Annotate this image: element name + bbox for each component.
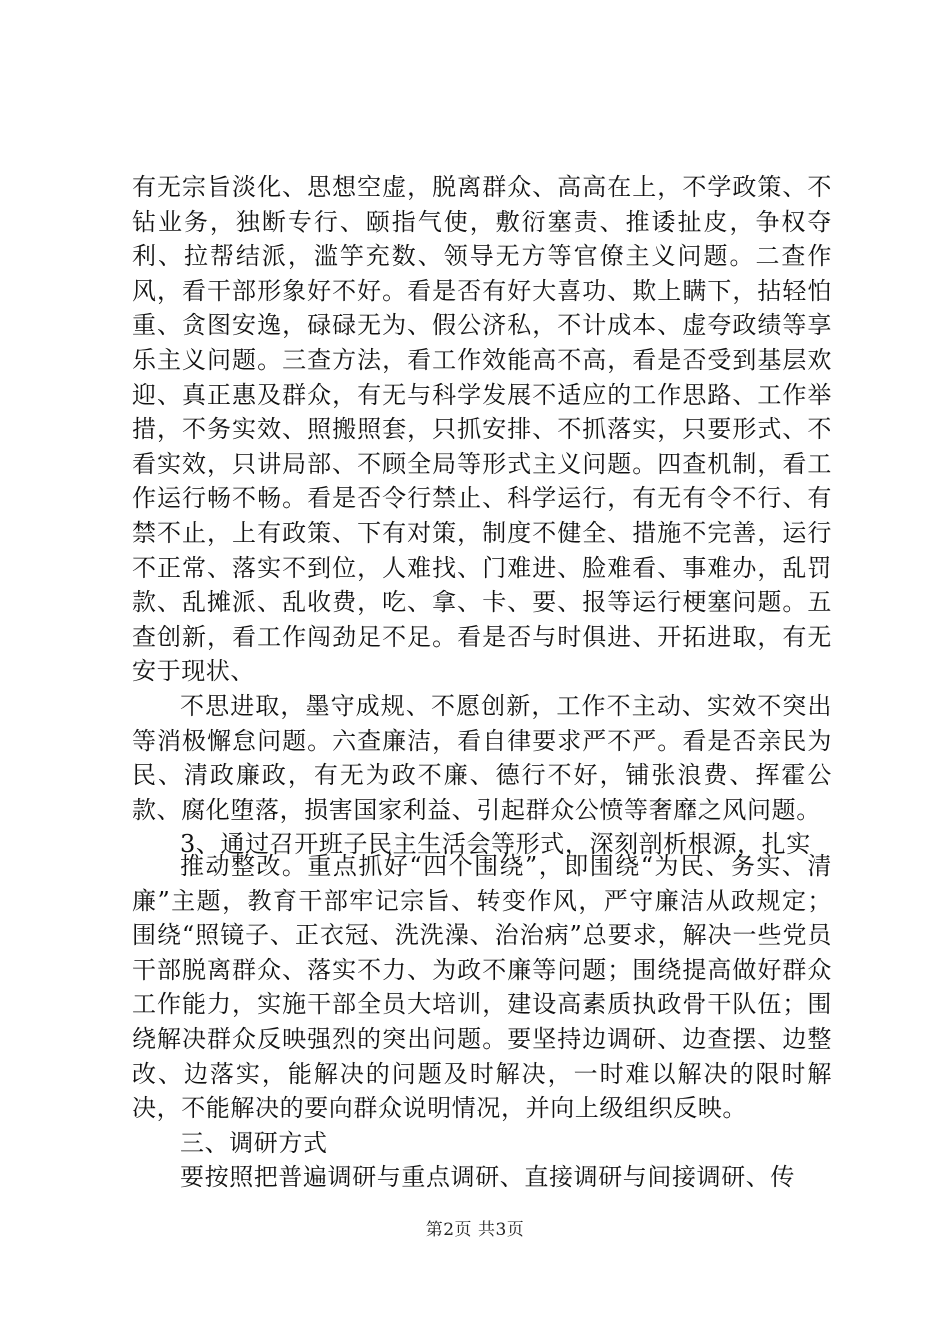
page-number-footer: 第2页 共3页 (425, 1220, 525, 1240)
paragraph-rectification: 推动整改。重点抓好“四个围绕”，即围绕“为民、务实、清廉”主题，教育干部牢记宗旨、转变作风，严守廉洁从政规定；围绕“照镜子、正衣冠、洗洗澡、治治病”总要求，解决一些党员干部脱离群众、落实不力、为政不廉等问题；围绕提高做好群众工作能力，实施干部全员大培训，建设高素质执政骨干队伍；围绕解决群众反映强烈的突出问题。要坚持边调研、边查摆、边整改、边落实，能解决的问题及时解决，一时难以解决的限时解决，不能解决的要向群众说明情况，并向上级组织反映。 (132, 852, 832, 1123)
paragraph-item-3-start: 3、通过召开班子民主生活会等形式，深刻剖析根源，扎实 (180, 830, 811, 859)
paragraph-inspection-items: 有无宗旨淡化、思想空虚，脱离群众、高高在上，不学政策、不钻业务，独断专行、颐指气使，敷衍塞责、推诿扯皮，争权夺利、拉帮结派，滥竽充数、领导无方等官僚主义问题。二查作风，看干部形象好不好。看是否有好大喜功、欺上瞒下，拈轻怕重、贪图安逸，碌碌无为、假公济私，不计成本、虚夸政绩等享乐主义问题。三查方法，看工作效能高不高，看是否受到基层欢迎、真正惠及群众，有无与科学发展不适应的工作思路、工作举措，不务实效、照搬照套，只抓安排、不抓落实，只要形式、不看实效，只讲局部、不顾全局等形式主义问题。四查机制，看工作运行畅不畅。看是否令行禁止、科学运行，有无有令不行、有禁不止，上有政策、下有对策，制度不健全、措施不完善，运行不正常、落实不到位，人难找、门难进、脸难看、事难办，乱罚款、乱摊派、乱收费，吃、拿、卡、要、报等运行梗塞问题。五查创新，看工作闯劲足不足。看是否与时俱进、开拓进取，有无安于现状、 (132, 173, 832, 686)
paragraph-research-method: 要按照把普遍调研与重点调研、直接调研与间接调研、传 (180, 1163, 795, 1192)
text-block-top (132, 170, 832, 862)
section-heading-research-method: 三、调研方式 (180, 1128, 328, 1157)
text-block-bottom (132, 849, 832, 1195)
paragraph-integrity-check: 不思进取，墨守成规、不愿创新，工作不主动、实效不突出等消极懈怠问题。六查廉洁，看自律要求严不严。看是否亲民为民、清政廉政，有无为政不廉、德行不好，铺张浪费、挥霍公款、腐化堕落，损害国家利益、引起群众公愤等奢靡之风问题。 (132, 691, 832, 824)
